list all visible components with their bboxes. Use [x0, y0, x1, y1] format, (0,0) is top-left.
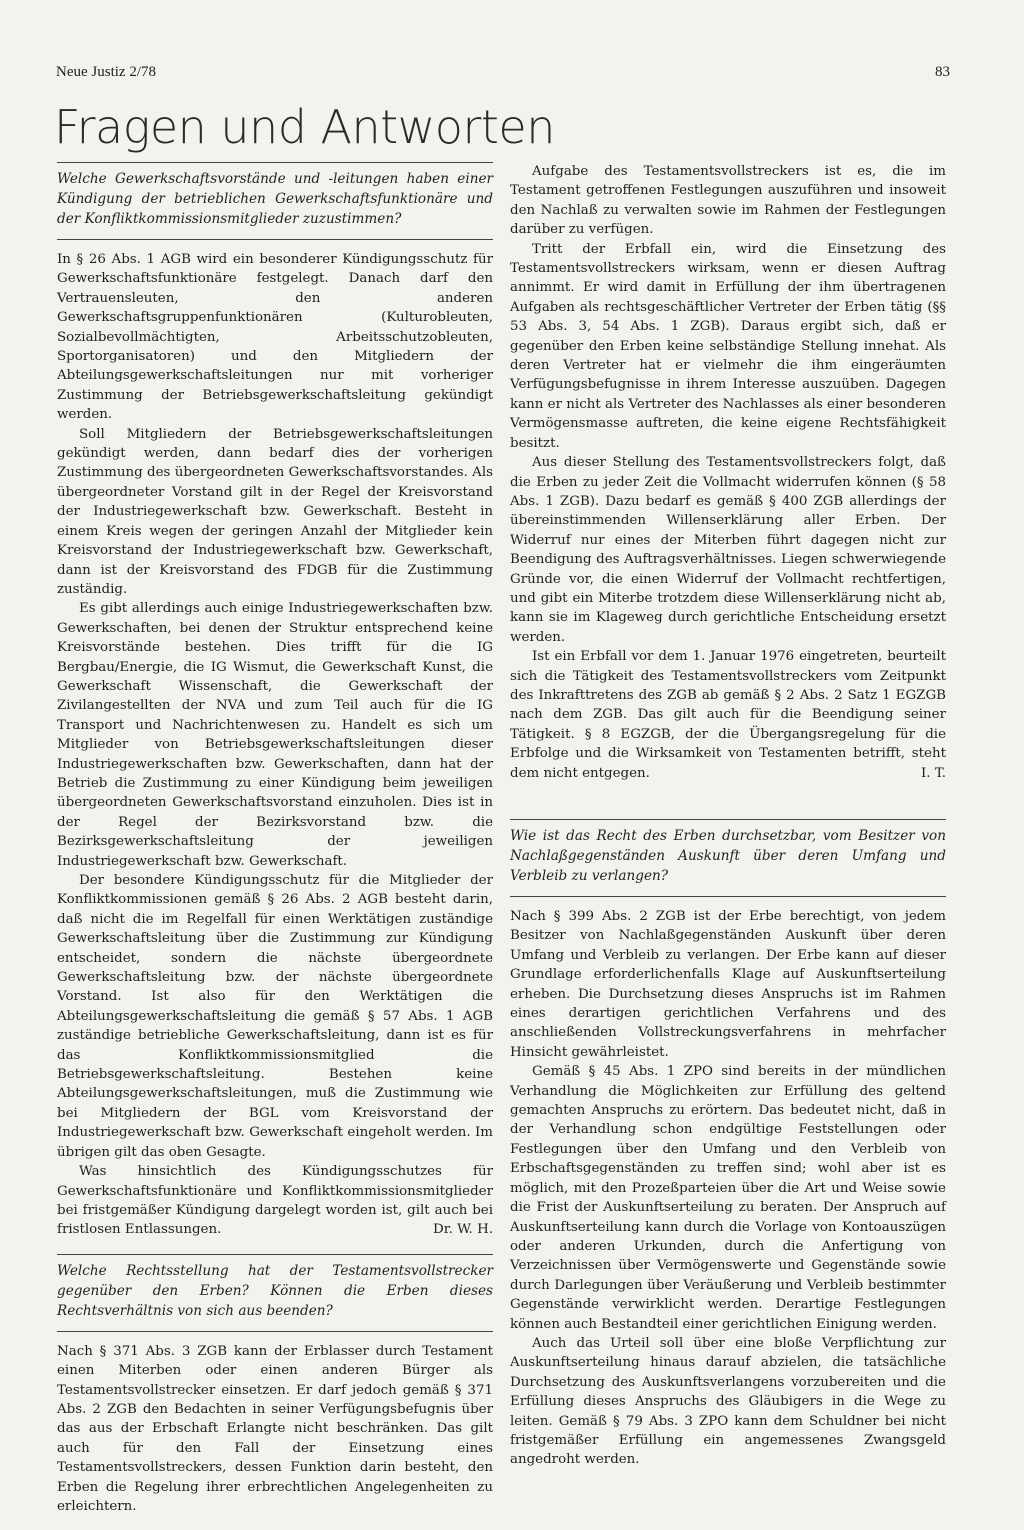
answer-1-paragraph-4: Der besondere Kündigungsschutz für die Mitglieder der Konfliktkommissionen gemäß § 26 Abs. 2 AGB besteht darin, daß nicht die im Regelfall für einen Werktätigen zuständige Gewerkschaftsleitung über die Zustimmung zur Kündigung entscheidet, sondern die nächste übergeordnete Gewerkschaftsleitung bzw. der nächste übergeordnete Vorstand. Ist also für den Werktätigen die Abteilungsgewerkschaftsleitung die gemäß § 57 Abs. 1 AGB zuständige betriebliche Gewerkschaftsleitung, dann ist es für das Konfliktkommissionsmitglied die Betriebsgewerkschaftsleitung. Bestehen keine Abteilungsgewerkschaftsleitungen, muß die Zustimmung wie bei Mitgliedern der BGL vom Kreisvorstand der Industriegewerkschaft bzw. Gewerkschaft eingeholt werden. Im übrigen gilt das oben Gesagte.: [57, 873, 493, 1160]
answer-2-continued: [510, 162, 946, 783]
running-header: [56, 64, 950, 86]
answer-3-paragraph-3: Auch das Urteil soll über eine bloße Verpflichtung zur Auskunftserteilung hinaus darauf abzielen, die tatsächliche Durchsetzung des Auskunftsverlangens vorzubereiten und die Erfüllung dieses Anspruchs des Gläubigers in die Wege zu leiten. Gemäß § 79 Abs. 3 ZPO kann dem Schuldner bei nicht fristgemäßer Erfüllung ein angemessenes Zwangsgeld angedroht werden.: [510, 1335, 946, 1468]
question-rule-top: [57, 162, 493, 163]
page-number: 83: [935, 64, 950, 80]
question-rule-bottom: [510, 896, 946, 897]
answer-2-paragraph-5: Ist ein Erbfall vor dem 1. Januar 1976 eingetreten, beurteilt sich die Tätigkeit des Testamentsvollstreckers vom Zeitpunkt des Inkrafttretens des ZGB ab gemäß § 2 Abs. 2 Satz 1 EGZGB nach dem ZGB. Das gilt auch für die Beendigung seiner Tätigkeit. § 8 EGZGB, der die Übergangsregelung für die Erbfolge und die Wirksamkeit von Testamenten betrifft, steht dem nicht entgegen.: [510, 649, 946, 781]
answer-1: [57, 250, 493, 1240]
answer-2-signature: I. T.: [920, 765, 946, 781]
answer-2-paragraph-1: Nach § 371 Abs. 3 ZGB kann der Erblasser durch Testament einen Miterben oder einen anderen Bürger als Testamentsvollstrecker einsetzen. Er darf jedoch gemäß § 371 Abs. 2 ZGB den Bedachten in seiner Verfügungsbefugnis über das aus der Erbschaft Erlangte nicht beschränken. Das gilt auch für den Fall der Einsetzung eines Testamentsvollstreckers, dessen Funktion darin besteht, den Erben die Regelung ihrer erbrechtlichen Angelegenheiten zu erleichtern.: [57, 1343, 493, 1514]
journal-issue: Neue Justiz 2/78: [56, 64, 156, 80]
answer-2-paragraph-3: Tritt der Erbfall ein, wird die Einsetzung des Testamentsvollstreckers wirksam, wenn er diesen Auftrag annimmt. Er wird damit in Erfüllung der ihm übertragenen Aufgaben als rechtsgeschäftlicher Vertreter der Erben tätig (§§ 53 Abs. 3, 54 Abs. 1 ZGB). Daraus ergibt sich, daß er gegenüber den Erben keine selbständige Stellung innehat. Als deren Vertreter hat er vielmehr die ihm eingeräumten Verfügungsbefugnisse in ihrem Interesse auszuüben. Dagegen kann er nicht als Vertreter des Nachlasses als einer besonderen Vermögensmasse auftreten, die keine eigene Rechtsfähigkeit besitzt.: [510, 241, 946, 451]
answer-1-paragraph-3: Es gibt allerdings auch einige Industriegewerkschaften bzw. Gewerkschaften, bei denen der Struktur entsprechend keine Kreisvorstände bestehen. Dies trifft für die IG Bergbau/Energie, die IG Wismut, die Gewerkschaft Kunst, die Gewerkschaft Wissenschaft, die Gewerkschaft der Zivilangestellten der NVA und zum Teil auch für die IG Transport und Nachrichtenwesen zu. Handelt es sich um Mitglieder von Betriebsgewerkschaftsleitungen dieser Industriegewerkschaften bzw. Gewerkschaften, dann hat der Betrieb die Zustimmung zu einer Kündigung beim jeweiligen übergeordneten Gewerkschaftsvorstand einzuholen. Dies ist in der Regel der Bezirksvorstand bzw. die Bezirksgewerkschaftsleitung der jeweiligen Industriegewerkschaft bzw. Gewerkschaft.: [57, 601, 493, 869]
left-column: [57, 162, 493, 1530]
right-column: [510, 162, 946, 1484]
answer-1-paragraph-2: Soll Mitgliedern der Betriebsgewerkschaftsleitungen gekündigt werden, dann bedarf dies der vorherigen Zustimmung des übergeordneten Gewerkschaftsvorstandes. Als übergeordneter Vorstand gilt in der Regel der Kreisvorstand der Industriegewerkschaft bzw. Gewerkschaft. Besteht in einem Kreis wegen der geringen Anzahl der Mitglieder kein Kreisvorstand der Industriegewerkschaft bzw. Gewerkschaft, dann ist der Kreisvorstand des FDGB für die Zustimmung zuständig.: [57, 426, 493, 597]
answer-2: [57, 1342, 493, 1517]
answer-1-signature: Dr. W. H.: [432, 1222, 493, 1238]
answer-3-paragraph-2: Gemäß § 45 Abs. 1 ZPO sind bereits in der mündlichen Verhandlung die Möglichkeiten zur Erfüllung des geltend gemachten Anspruchs zu erörtern. Das bedeutet nicht, daß in der Verhandlung schon endgültige Feststellungen oder Festlegungen über den Umfang und den Verbleib von Erbschaftsgegenständen zu treffen sind; wohl aber ist es möglich, mit den Prozeßparteien über die Art und Weise sowie die Frist der Auskunftserteilung zu beraten. Der Anspruch auf Auskunftserteilung kann durch die Vorlage von Kontoauszügen oder anderen Urkunden, durch die Anfertigung von Verzeichnissen über Vermögenswerte und Gegenstände sowie durch Darlegungen über Veräußerung und Verbleib bestimmter Gegenstände verwirklicht werden. Derartige Festlegungen können auch Bestandteil einer gerichtlichen Einigung werden.: [510, 1064, 946, 1332]
question-rule-top: [510, 819, 946, 820]
question-3: Wie ist das Recht des Erben durchsetzbar, vom Besitzer von Nachlaßgegenständen Auskunft über deren Umfang und Verbleib zu verlangen?: [510, 828, 946, 885]
question-rule-bottom: [57, 239, 493, 240]
answer-1-paragraph-1: In § 26 Abs. 1 AGB wird ein besonderer Kündigungsschutz für Gewerkschaftsfunktionäre festgelegt. Danach darf den Vertrauensleuten, den anderen Gewerkschaftsgruppenfunktionären (Kulturobleuten, Sozialbevollmächtigten, Arbeitsschutzobleuten, Sportorganisatoren) und den Mitgliedern der Abteilungsgewerkschaftsleitungen nur mit vorheriger Zustimmung der Betriebsgewerkschaftsleitung gekündigt werden.: [57, 252, 493, 423]
answer-3-paragraph-1: Nach § 399 Abs. 2 ZGB ist der Erbe berechtigt, von jedem Besitzer von Nachlaßgegenständen Auskunft über deren Umfang und Verbleib zu verlangen. Der Erbe kann auf dieser Grundlage erforderlichenfalls Klage auf Auskunftserteilung erheben. Die Durchsetzung dieses Anspruchs ist im Rahmen eines derartigen gerichtlichen Verfahrens und des anschließenden Vollstreckungsverfahrens in mehrfacher Hinsicht gewährleistet.: [510, 909, 946, 1060]
answer-2-paragraph-4: Aus dieser Stellung des Testamentsvollstreckers folgt, daß die Erben zu jeder Zeit die Vollmacht widerrufen können (§ 58 Abs. 1 ZGB). Dazu bedarf es gemäß § 400 ZGB allerdings der übereinstimmenden Willenserklärung aller Erben. Der Widerruf nur eines der Miterben führt dagegen nicht zur Beendigung des Auftragsverhältnisses. Liegen schwerwiegende Gründe vor, die einen Widerruf der Vollmacht rechtfertigen, und gibt ein Miterbe trotzdem diese Willenserklärung nicht ab, kann sie im Klageweg durch gerichtliche Entscheidung ersetzt werden.: [510, 455, 946, 645]
question-rule-bottom: [57, 1331, 493, 1332]
question-2: Welche Rechtsstellung hat der Testamentsvollstrecker gegenüber den Erben? Können die Erben dieses Rechtsverhältnis von sich aus beenden?: [57, 1262, 493, 1319]
question-rule-top: [57, 1254, 493, 1255]
answer-3: [510, 907, 946, 1470]
answer-2-paragraph-2: Aufgabe des Testamentsvollstreckers ist es, die im Testament getroffenen Festlegungen auszuführen und insoweit den Nachlaß zu verwalten sowie im Rahmen der Festlegungen darüber zu verfügen.: [510, 164, 946, 238]
question-1: Welche Gewerkschaftsvorstände und -leitungen haben einer Kündigung der betrieblichen Gewerkschaftsfunktionäre und der Konfliktkommissionsmitglieder zuzustimmen?: [57, 171, 493, 227]
answer-1-paragraph-5: Was hinsichtlich des Kündigungsschutzes für Gewerkschaftsfunktionäre und Konfliktkommissionsmitglieder bei fristgemäßer Kündigung dargelegt worden ist, gilt auch bei fristlosen Entlassungen.: [57, 1164, 493, 1238]
section-title: Fragen und Antworten: [54, 100, 555, 154]
